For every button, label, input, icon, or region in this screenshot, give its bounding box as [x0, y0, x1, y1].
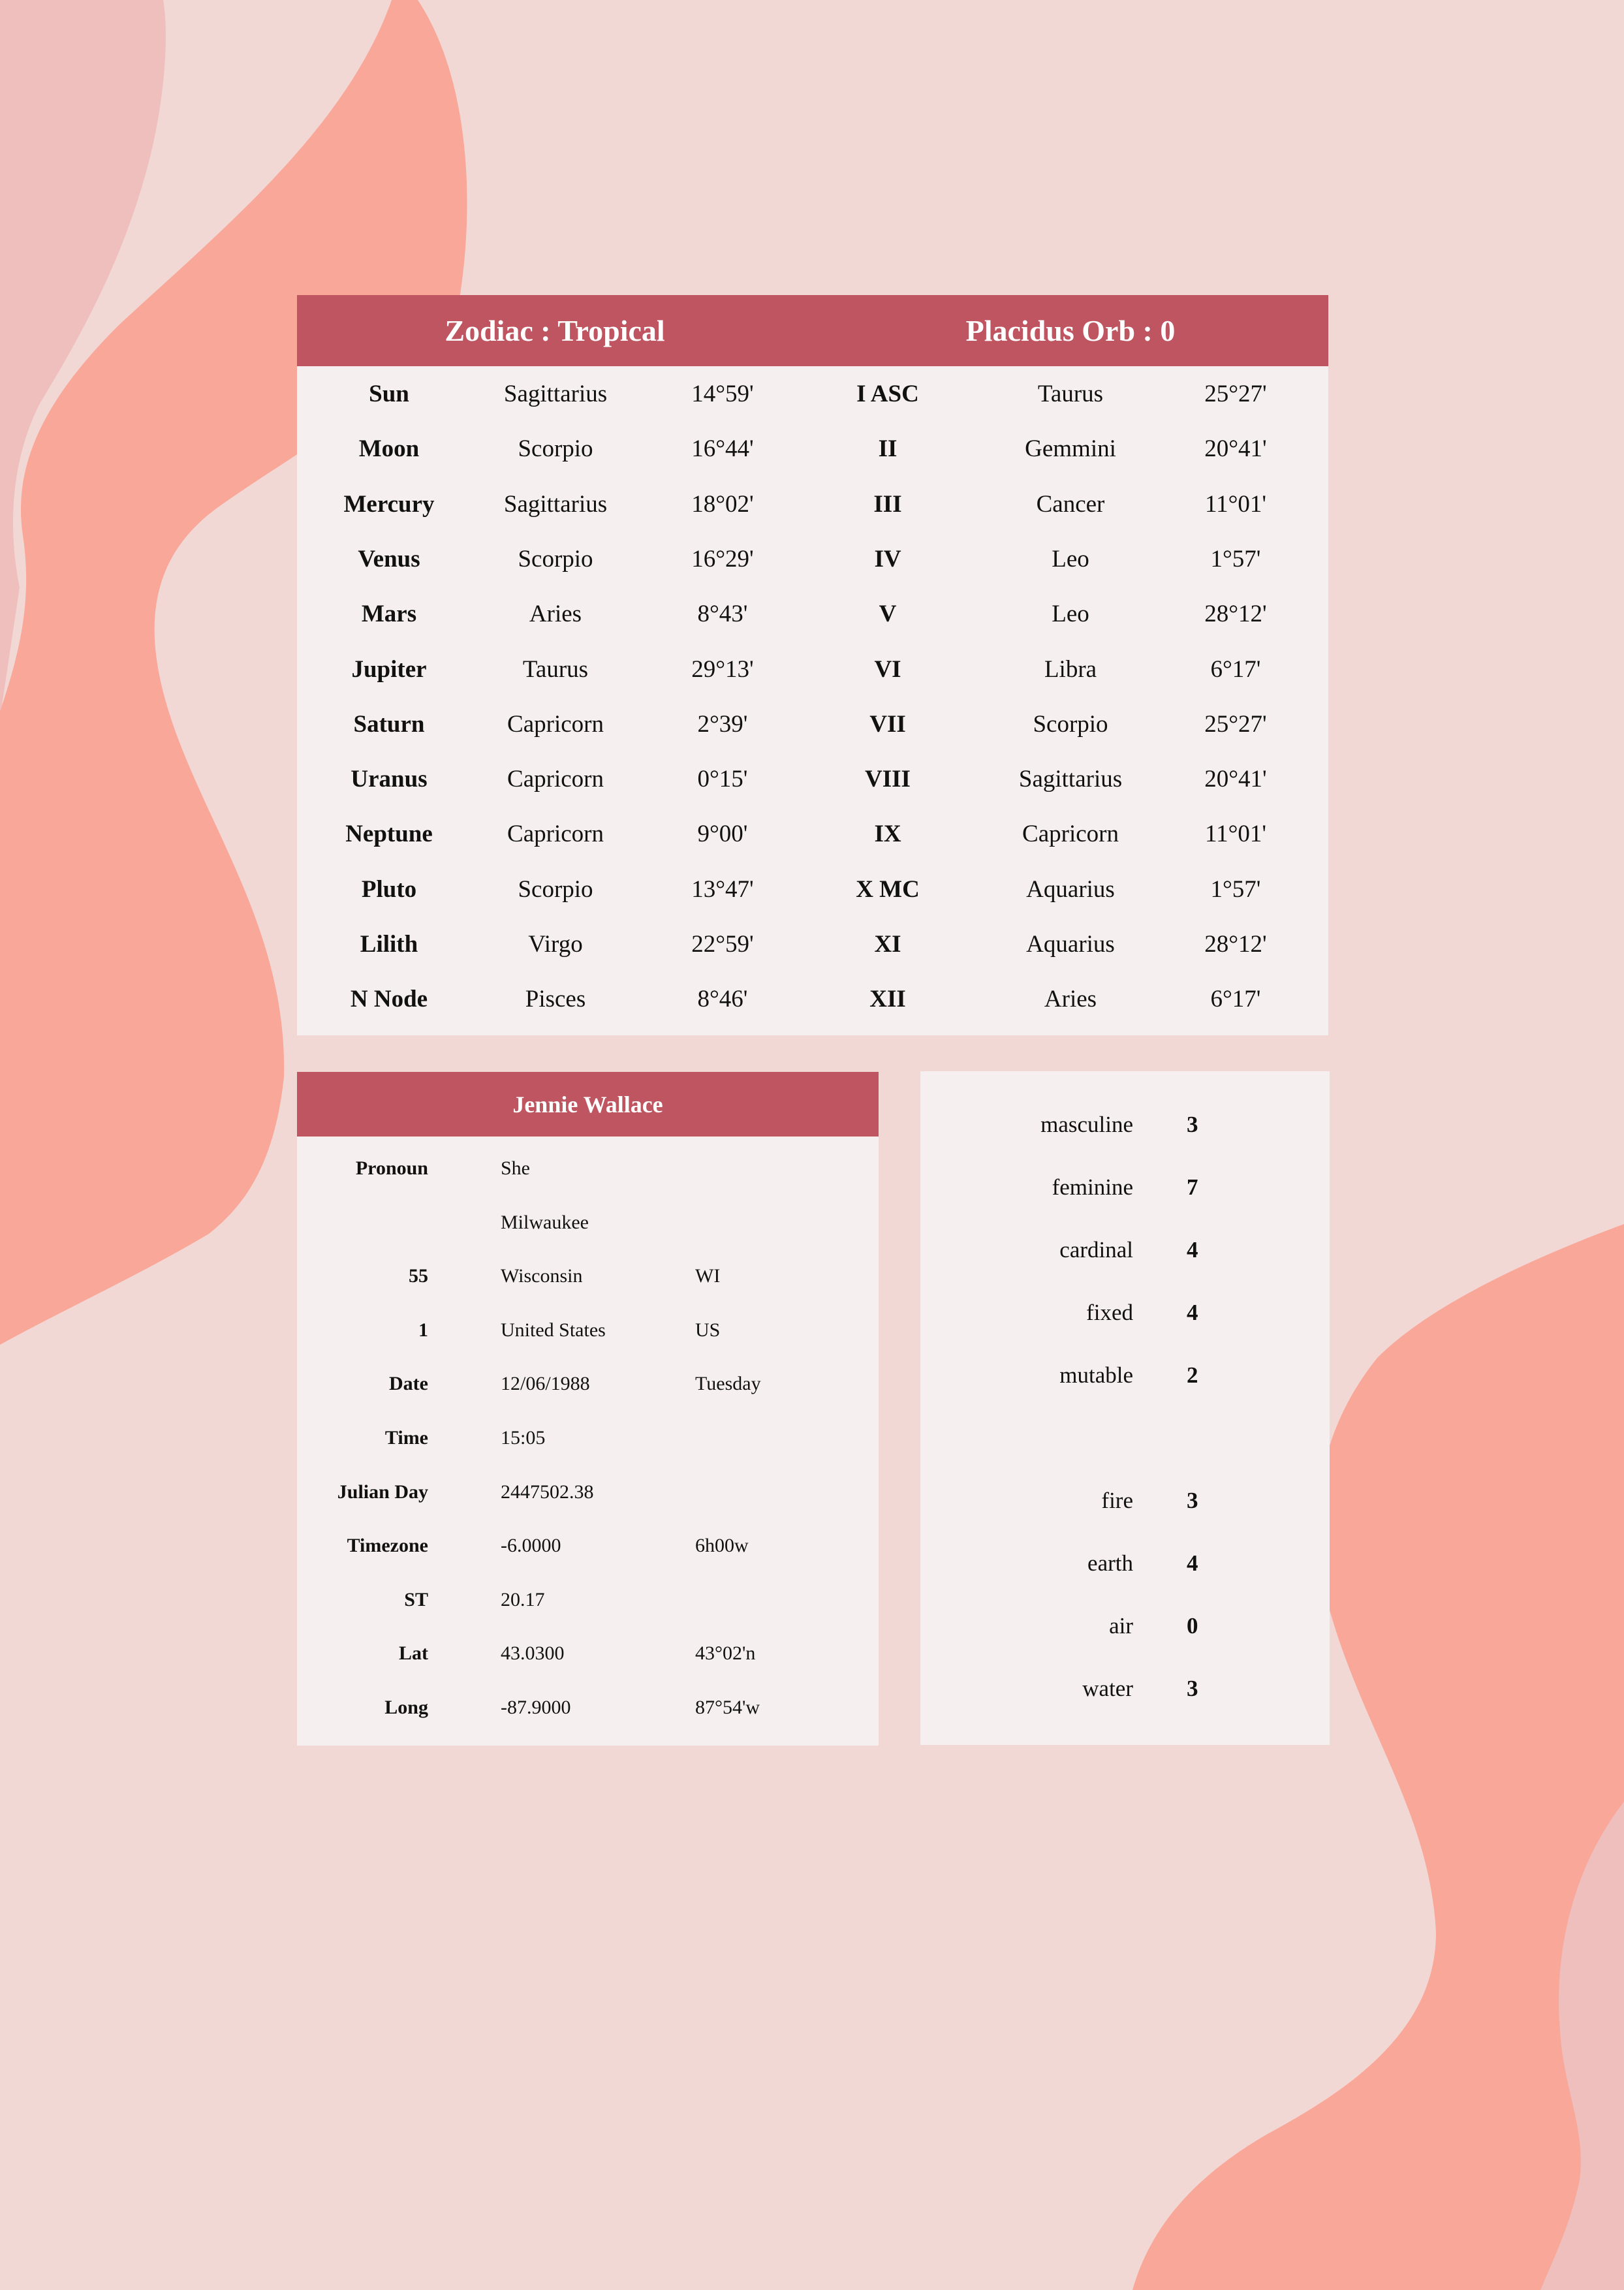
table-row	[297, 532, 1328, 587]
stat-label: fire	[1101, 1488, 1133, 1513]
person-field-extra: 43°02'n	[695, 1642, 756, 1665]
planet-degree: 13°47'	[691, 875, 754, 903]
planet-degree: 16°44'	[691, 435, 754, 463]
stat-value: 2	[1187, 1362, 1198, 1388]
table-row	[297, 752, 1328, 807]
table-row	[297, 917, 1328, 972]
person-row	[297, 1357, 879, 1411]
person-field-value: 43.0300	[501, 1642, 565, 1665]
person-field-extra: Tuesday	[695, 1373, 761, 1395]
house-sign: Aquarius	[1026, 931, 1115, 958]
mode-stat-row	[920, 1093, 1330, 1156]
table-row	[297, 807, 1328, 862]
person-field-value: -6.0000	[501, 1535, 561, 1557]
person-field-label: 55	[409, 1265, 428, 1287]
person-row	[297, 1627, 879, 1680]
stat-label: feminine	[1052, 1174, 1133, 1200]
person-row	[297, 1142, 879, 1195]
mode-stat-row	[920, 1281, 1330, 1344]
stat-label: water	[1082, 1676, 1133, 1701]
house-name: XI	[874, 931, 901, 958]
planet-degree: 2°39'	[697, 710, 748, 738]
mode-stat-row	[920, 1219, 1330, 1281]
planet-name: Lilith	[360, 931, 418, 958]
chart-stats-card	[920, 1071, 1330, 1745]
element-stat-row	[920, 1469, 1330, 1532]
planet-sign: Virgo	[528, 931, 583, 958]
person-field-label: ST	[404, 1588, 428, 1610]
planet-sign: Capricorn	[507, 766, 604, 793]
person-row	[297, 1249, 879, 1303]
house-name: IV	[874, 545, 901, 572]
person-field-value: 12/06/1988	[501, 1373, 590, 1395]
person-field-value: 2447502.38	[501, 1481, 594, 1503]
stat-value: 0	[1187, 1613, 1198, 1639]
planet-sign: Scorpio	[518, 435, 593, 463]
planet-sign: Aries	[529, 601, 582, 628]
person-field-value: 15:05	[501, 1427, 546, 1449]
planet-degree: 22°59'	[691, 931, 754, 958]
table-row	[297, 587, 1328, 642]
house-name: XII	[869, 986, 906, 1013]
house-name: II	[878, 435, 898, 463]
house-name: V	[879, 601, 897, 628]
planet-degree: 9°00'	[697, 821, 748, 848]
table-row	[297, 972, 1328, 1027]
house-sign: Capricorn	[1022, 821, 1119, 848]
person-field-label: Time	[384, 1427, 428, 1449]
house-sign: Aquarius	[1026, 875, 1115, 903]
person-field-value: Milwaukee	[501, 1211, 589, 1233]
house-sign: Leo	[1052, 601, 1089, 628]
house-degree: 28°12'	[1204, 931, 1267, 958]
planet-degree: 8°43'	[697, 601, 748, 628]
planet-degree: 14°59'	[691, 381, 754, 407]
person-field-value: -87.9000	[501, 1697, 571, 1718]
person-field-value: 20.17	[501, 1588, 545, 1610]
planet-sign: Sagittarius	[503, 381, 608, 407]
mode-stat-row	[920, 1344, 1330, 1407]
house-degree: 1°57'	[1210, 545, 1261, 572]
house-name: I ASC	[856, 381, 919, 407]
person-field-value: She	[501, 1157, 530, 1179]
house-degree: 6°17'	[1210, 986, 1261, 1013]
house-name: IX	[874, 821, 901, 848]
person-row	[297, 1519, 879, 1573]
table-row	[297, 642, 1328, 697]
stat-label: mutable	[1059, 1362, 1133, 1388]
person-field-label: Timezone	[347, 1535, 428, 1557]
positions-header	[297, 295, 1328, 366]
house-sign: Aries	[1044, 986, 1097, 1013]
stat-value: 3	[1187, 1488, 1198, 1513]
stat-value: 4	[1187, 1550, 1198, 1576]
house-degree: 1°57'	[1210, 875, 1261, 903]
table-row	[297, 367, 1328, 422]
person-field-label: Julian Day	[337, 1481, 428, 1503]
house-degree: 25°27'	[1204, 710, 1267, 738]
stat-value: 7	[1187, 1174, 1198, 1200]
person-name: Jennie Wallace	[512, 1091, 663, 1118]
planet-degree: 0°15'	[697, 766, 748, 793]
stat-value: 4	[1187, 1237, 1198, 1263]
stat-label: cardinal	[1059, 1237, 1133, 1263]
person-field-label: Long	[384, 1697, 428, 1718]
person-field-value: United States	[501, 1319, 606, 1341]
house-degree: 11°01'	[1204, 490, 1267, 518]
stat-value: 3	[1187, 1676, 1198, 1701]
stat-value: 4	[1187, 1300, 1198, 1325]
person-row	[297, 1573, 879, 1627]
person-field-extra: WI	[695, 1265, 721, 1287]
stat-value: 3	[1187, 1112, 1198, 1137]
stat-label: air	[1109, 1613, 1133, 1639]
house-degree: 20°41'	[1204, 766, 1267, 793]
house-degree: 25°27'	[1204, 381, 1267, 407]
planet-name: Venus	[358, 545, 420, 572]
house-degree: 20°41'	[1204, 435, 1267, 463]
planet-sign: Scorpio	[518, 875, 593, 903]
house-name: VI	[874, 655, 901, 683]
table-row	[297, 697, 1328, 752]
planet-sign: Scorpio	[518, 545, 593, 572]
planet-name: Jupiter	[351, 655, 427, 683]
house-name: III	[873, 490, 902, 518]
planet-degree: 8°46'	[697, 986, 748, 1013]
planet-name: Pluto	[361, 875, 417, 903]
planet-name: Uranus	[351, 766, 428, 793]
person-info-card	[297, 1072, 879, 1746]
house-sign: Leo	[1052, 545, 1089, 572]
element-stat-row	[920, 1657, 1330, 1720]
person-field-value: Wisconsin	[501, 1265, 583, 1287]
table-row	[297, 862, 1328, 917]
planet-name: Neptune	[345, 821, 433, 848]
person-field-label: Pronoun	[355, 1157, 428, 1179]
house-sign: Libra	[1044, 655, 1097, 683]
house-degree: 11°01'	[1204, 821, 1267, 848]
person-row	[297, 1304, 879, 1357]
person-header	[297, 1072, 879, 1137]
house-degree: 28°12'	[1204, 601, 1267, 628]
mode-stat-row	[920, 1156, 1330, 1219]
planet-sign: Sagittarius	[503, 490, 608, 518]
natal-positions-table	[297, 295, 1328, 1035]
house-sign: Gemmini	[1025, 435, 1116, 463]
house-degree: 6°17'	[1210, 655, 1261, 683]
person-row	[297, 1196, 879, 1249]
house-sign: Cancer	[1036, 490, 1105, 518]
element-stat-row	[920, 1532, 1330, 1595]
person-row	[297, 1681, 879, 1734]
house-sign: Scorpio	[1033, 710, 1108, 738]
planet-name: Sun	[369, 381, 409, 407]
house-name: VII	[869, 710, 906, 738]
house-sign: Taurus	[1037, 381, 1104, 407]
person-field-label: Date	[389, 1373, 428, 1395]
house-sign: Sagittarius	[1018, 766, 1123, 793]
planet-name: Mars	[361, 601, 417, 628]
planet-name: Moon	[358, 435, 420, 463]
planet-sign: Taurus	[522, 655, 589, 683]
house-system-title: Placidus Orb : 0	[965, 314, 1176, 347]
planet-degree: 18°02'	[691, 490, 754, 518]
zodiac-title: Zodiac : Tropical	[445, 314, 665, 347]
house-name: X MC	[856, 875, 920, 903]
stat-label: fixed	[1086, 1300, 1133, 1325]
person-field-extra: 87°54'w	[695, 1697, 760, 1718]
planet-degree: 29°13'	[691, 655, 754, 683]
planet-sign: Capricorn	[507, 710, 604, 738]
planet-sign: Pisces	[525, 986, 586, 1013]
person-field-label: 1	[418, 1319, 428, 1341]
stat-label: masculine	[1040, 1112, 1133, 1137]
planet-name: Saturn	[353, 710, 425, 738]
element-stat-row	[920, 1595, 1330, 1657]
planet-sign: Capricorn	[507, 821, 604, 848]
person-row	[297, 1466, 879, 1519]
person-field-extra: US	[695, 1319, 721, 1341]
person-field-extra: 6h00w	[695, 1535, 749, 1557]
planet-name: N Node	[350, 986, 428, 1013]
person-row	[297, 1411, 879, 1465]
person-field-label: Lat	[399, 1642, 428, 1665]
table-row	[297, 422, 1328, 477]
table-row	[297, 477, 1328, 532]
planet-degree: 16°29'	[691, 545, 754, 572]
house-name: VIII	[865, 766, 911, 793]
stat-label: earth	[1087, 1550, 1133, 1576]
planet-name: Mercury	[343, 490, 435, 518]
